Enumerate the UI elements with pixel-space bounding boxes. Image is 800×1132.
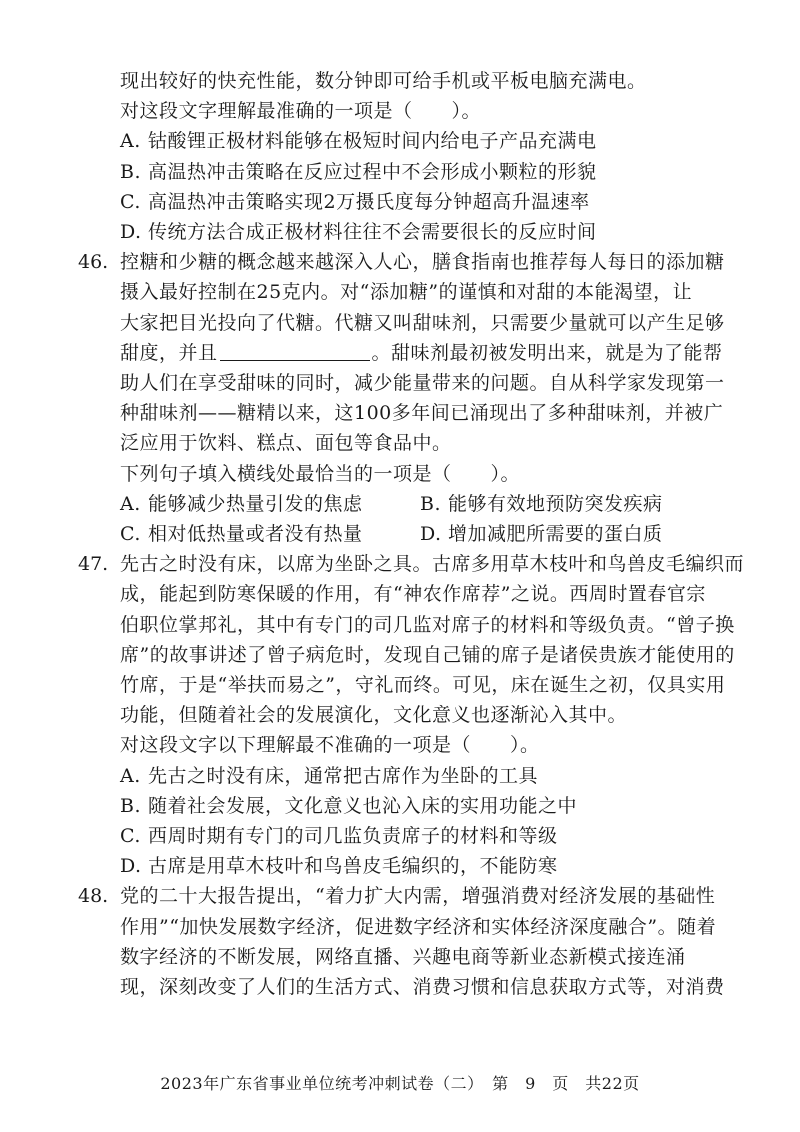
option-b: [420, 489, 663, 519]
option-label: C.: [120, 825, 141, 847]
option-text: 高温热冲击策略实现2万摄氏度每分钟超高升温速率: [148, 190, 590, 213]
question-number-46: 46.: [78, 251, 109, 274]
option-text: 古席是用草木枝叶和鸟兽皮毛编织的，不能防寒: [148, 855, 558, 878]
q47-line: 先古之时没有床，以席为坐卧之具。古席多用草木枝叶和鸟兽皮毛编织而: [120, 553, 745, 576]
option-text: 高温热冲击策略在反应过程中不会形成小颗粒的形貌: [148, 160, 597, 183]
option-d: [420, 519, 663, 549]
option-label: D.: [120, 855, 142, 878]
q46-line: 摄入最好控制在25克内。对“添加糖”的谨慎和对甜的本能渴望，让: [120, 281, 693, 304]
question-number-47: 47.: [78, 553, 109, 576]
option-b: [120, 157, 597, 187]
option-text: 先古之时没有床，通常把古席作为坐卧的工具: [148, 764, 539, 787]
q48-line: 数字经济的不断发展，网络直播、兴趣电商等新业态新模式接连涌: [120, 945, 686, 968]
option-label: C.: [120, 190, 141, 213]
option-label: D.: [120, 221, 142, 243]
q46-blank-line: [120, 338, 723, 368]
q46-line: 控糖和少糖的概念越来越深入人心，膳食指南也推荐每人每日的添加糖: [120, 251, 725, 274]
q46-line: 泛应用于饮料、糕点、面包等食品中。: [120, 432, 452, 455]
option-label: D.: [420, 523, 442, 545]
option-text: 能够减少热量引发的焦虑: [148, 492, 363, 515]
option-a: [120, 761, 538, 791]
page-footer: 2023年广东省事业单位统考冲刺试卷（二） 第 9 页 共22页: [160, 1074, 640, 1093]
option-label: B.: [120, 794, 142, 817]
option-text: 增加减肥所需要的蛋白质: [448, 523, 663, 545]
option-label: A.: [120, 764, 141, 787]
option-c: [120, 821, 558, 851]
q46-text: 。甜味剂最初被发明出来，就是为了能帮: [371, 341, 723, 364]
q47-line: 席”的故事讲述了曾子病危时，发现自己铺的席子是诸侯贵族才能使用的: [120, 643, 735, 666]
q46-line: 大家把目光投向了代糖。代糖又叫甜味剂，只需要少量就可以产生足够: [120, 311, 725, 334]
option-b: [120, 791, 577, 821]
q48-line: 作用”“加快发展数字经济，促进数字经济和实体经济深度融合”。随着: [120, 915, 717, 938]
option-label: A.: [120, 130, 141, 153]
option-text: 传统方法合成正极材料往往不会需要很长的反应时间: [148, 221, 597, 243]
option-text: 钴酸锂正极材料能够在极短时间内给电子产品充满电: [148, 130, 597, 153]
option-label: C.: [120, 523, 141, 545]
q46-question: 下列句子填入横线处最恰当的一项是（ ）。: [120, 462, 521, 485]
q47-line: 竹席，于是“举扶而易之”，守礼而终。可见，床在诞生之初，仅具实用: [120, 674, 726, 696]
option-text: 能够有效地预防突发疾病: [448, 492, 663, 515]
option-label: B.: [120, 160, 142, 183]
question-number-48: 48.: [78, 885, 109, 908]
option-text: 相对低热量或者没有热量: [148, 523, 363, 545]
q47-line: 功能，但随着社会的发展演化，文化意义也逐渐沁入其中。: [120, 704, 628, 727]
continuation-question: 对这段文字理解最准确的一项是（ ）。: [120, 100, 482, 123]
option-label: A.: [120, 492, 141, 515]
option-a: [120, 489, 363, 519]
q46-text: 甜度，并且: [120, 341, 218, 364]
option-c: [120, 187, 590, 217]
q48-line: 现，深刻改变了人们的生活方式、消费习惯和信息获取方式等，对消费: [120, 976, 725, 998]
option-text: 随着社会发展，文化意义也沁入床的实用功能之中: [148, 794, 578, 817]
q47-line: 成，能起到防寒保暖的作用，有“神农作席荐”之说。西周时置春官宗: [120, 583, 706, 606]
fill-in-blank[interactable]: [220, 340, 370, 361]
q47-question: 对这段文字以下理解最不准确的一项是（ ）。: [120, 734, 540, 757]
option-d: [120, 217, 597, 247]
q46-line: 助人们在享受甜味的同时，减少能量带来的问题。自从科学家发现第一: [120, 372, 725, 394]
option-a: [120, 126, 597, 156]
q47-line: 伯职位掌邦礼，其中有专门的司几监对席子的材料和等级负责。“曾子换: [120, 613, 735, 636]
option-c: [120, 519, 363, 549]
continuation-text: 现出较好的快充性能，数分钟即可给手机或平板电脑充满电。: [120, 70, 647, 92]
option-label: B.: [420, 492, 442, 515]
option-text: 西周时期有专门的司几监负责席子的材料和等级: [148, 825, 558, 847]
q46-line: 种甜味剂——糖精以来，这100多年间已涌现出了多种甜味剂，并被广: [120, 402, 724, 425]
q48-line: 党的二十大报告提出，“着力扩大内需，增强消费对经济发展的基础性: [120, 885, 716, 908]
option-d: [120, 851, 558, 881]
